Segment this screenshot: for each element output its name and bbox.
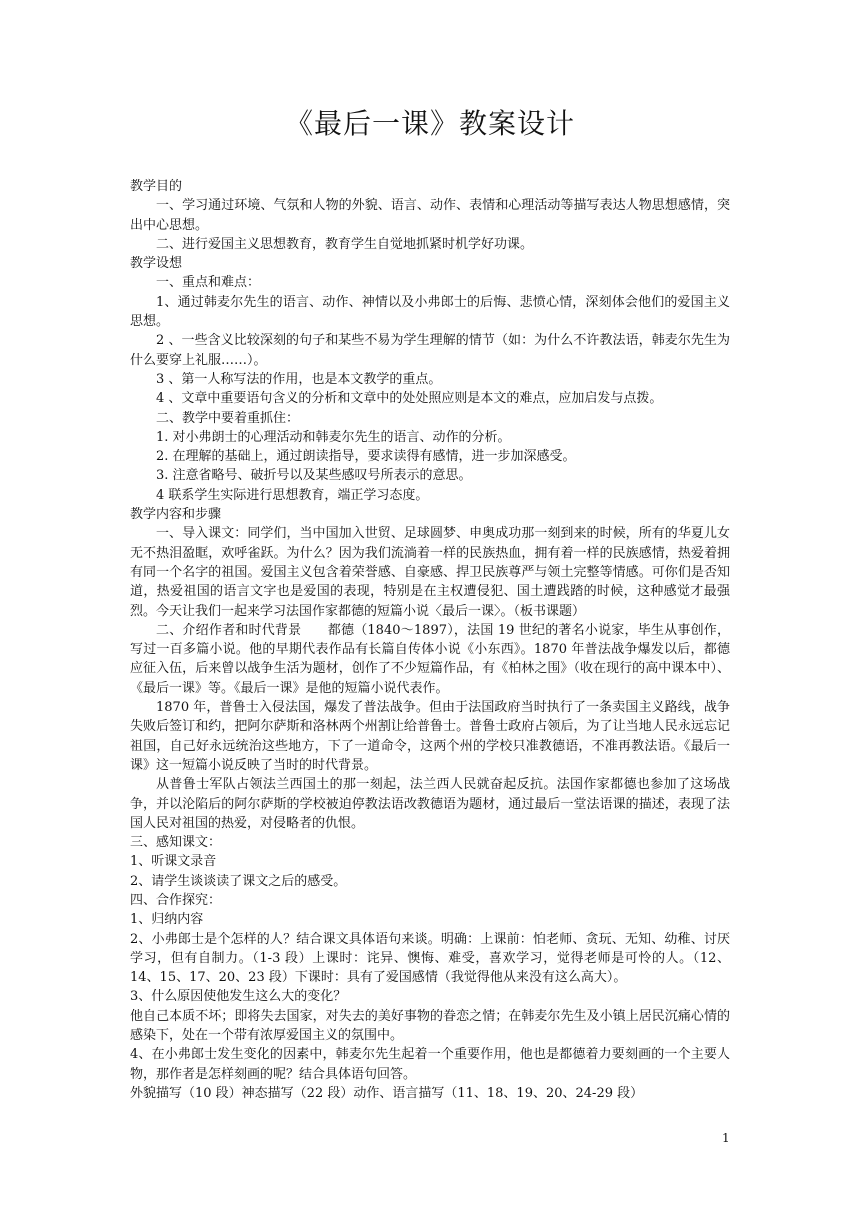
document-body	[130, 177, 730, 1103]
page-number: 1	[722, 1131, 730, 1145]
paragraph: 二、教学中要着重抓住：	[156, 410, 300, 426]
paragraph: 教学目的	[130, 179, 183, 194]
paragraph: 3、什么原因使他发生这么大的变化？	[130, 989, 347, 1005]
paragraph: 2、请学生谈谈读了课文之后的感受。	[130, 873, 347, 889]
paragraph: 2. 在理解的基础上，通过朗读指导，要求读得有感情，进一步加深感受。	[156, 449, 576, 465]
paragraph: 二、进行爱国主义思想教育，教育学生自觉地抓紧时机学好功课。	[156, 236, 534, 252]
document-title: 《最后一课》教案设计	[284, 107, 575, 140]
paragraph: 他自己本质不坏；即将失去国家，对失去的美好事物的眷恋之情；在韩麦尔先生及小镇上居民沉痛心情的感染下，处在一个带有浓厚爱国主义的氛围中。	[130, 1008, 730, 1044]
paragraph: 4 、文章中重要语句含义的分析和文章中的处处照应则是本文的难点，应加启发与点拨。	[156, 391, 663, 407]
paragraph: 教学内容和步骤	[130, 507, 222, 523]
paragraph: 1、通过韩麦尔先生的语言、动作、神情以及小弗郎士的后悔、悲愤心情，深刻体会他们的爱国主义思想。	[130, 294, 730, 330]
paragraph: 2 、一些含义比较深刻的句子和某些不易为学生理解的情节（如：为什么不许教法语，韩麦尔先生为什么要穿上礼服……）。	[130, 333, 730, 368]
paragraph: 四、合作探究：	[130, 892, 222, 908]
paragraph: 1、听课文录音	[130, 854, 217, 870]
paragraph: 教学设想	[130, 256, 183, 272]
paragraph: 一、学习通过环境、气氛和人物的外貌、语言、动作、表情和心理活动等描写表达人物思想感情，突出中心思想。	[130, 198, 730, 233]
paragraph: 4 联系学生实际进行思想教育，端正学习态度。	[156, 487, 429, 503]
paragraph: 1、归纳内容	[130, 912, 204, 928]
paragraph: 2、小弗郎士是个怎样的人？结合课文具体语句来谈。明确：上课前：怕老师、贪玩、无知、幼稚、讨厌学习，但有自制力。（1-3 段）上课时：诧异、懊悔、难受，喜欢学习，觉得老师是可怜的人。（12、14、15、17、20、23 段）下课时：具有了爱国感情（我觉得他从来没有这么高大）。	[130, 931, 730, 986]
paragraph: 3. 注意省略号、破折号以及某些感叹号所表示的意思。	[156, 468, 472, 484]
paragraph: 4、在小弗郎士发生变化的因素中，韩麦尔先生起着一个重要作用，他也是都德着力要刻画的一个主要人物，那作者是怎样刻画的呢？结合具体语句回答。	[130, 1047, 730, 1082]
paragraph: 二、介绍作者和时代背景 都德（1840～1897），法国 19 世纪的著名小说家，毕生从事创作，写过一百多篇小说。他的早期代表作品有长篇自传体小说《小东西》。1870 年普法战争爆发以后，都德应征入伍，后来曾以战争生活为题材，创作了不少短篇作品，有《柏林之围》（收在现行的高中课本中）、《最后一课》等。《最后一课》是他的短篇小说代表作。	[130, 622, 730, 696]
paragraph: 3 、第一人称写法的作用，也是本文教学的重点。	[156, 371, 442, 387]
paragraph: 一、重点和难点：	[156, 275, 261, 291]
paragraph: 外貌描写（10 段）神态描写（22 段）动作、语言描写（11、18、19、20、24-29 段）	[130, 1085, 644, 1101]
paragraph: 从普鲁士军队占领法兰西国土的那一刻起，法兰西人民就奋起反抗。法国作家都德也参加了这场战争，并以沦陷后的阿尔萨斯的学校被迫停教法语改教德语为题材，通过最后一堂法语课的描述，表现了法国人民对祖国的热爱，对侵略者的仇恨。	[130, 777, 730, 831]
paragraph: 一、导入课文：同学们，当中国加入世贸、足球圆梦、申奥成功那一刻到来的时候，所有的华夏儿女无不热泪盈眶，欢呼雀跃。为什么？因为我们流淌着一样的民族热血，拥有着一样的民族感情，热爱着拥有同一个名字的祖国。爱国主义包含着荣誉感、自豪感、捍卫民族尊严与领土完整等情感。可你们是否知道，热爱祖国的语言文字也是爱国的表现，特别是在主权遭侵犯、国土遭践踏的时候，这种感觉才最强烈。今天让我们一起来学习法国作家都德的短篇小说〈最后一课〉。（板书课题）	[130, 526, 730, 619]
paragraph: 1. 对小弗朗士的心理活动和韩麦尔先生的语言、动作的分析。	[156, 429, 511, 445]
paragraph: 三、感知课文：	[130, 835, 222, 851]
paragraph: 1870 年，普鲁士入侵法国，爆发了普法战争。但由于法国政府当时执行了一条卖国主义路线，战争失败后签订和约，把阿尔萨斯和洛林两个州割让给普鲁士。普鲁士政府占领后，为了让当地人民永远忘记祖国，自己好永远统治这些地方，下了一道命令，这两个州的学校只准教德语，不准再教法语。《最后一课》这一短篇小说反映了当时的时代背景。	[130, 700, 730, 773]
